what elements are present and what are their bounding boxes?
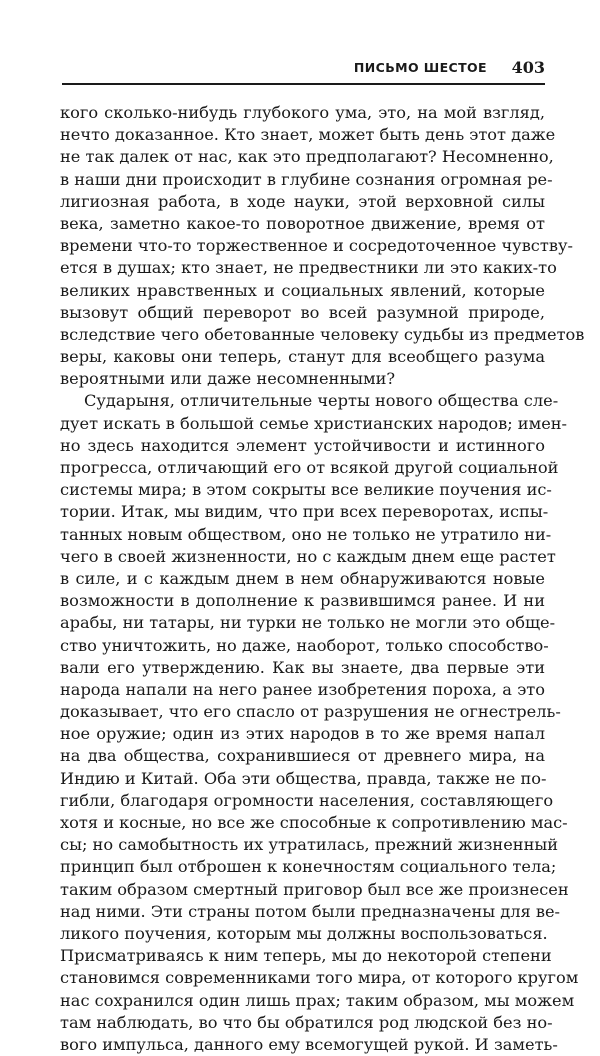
text-line: на два общества, сохранившиеся от древнего мира, на [60,746,545,766]
text-line: века, заметно какое-то поворотное движение, время от [60,213,545,233]
text-line: Сударыня, отличительные черты нового общества сле- [84,391,559,411]
text-line: вероятными или даже несомненными? [60,369,396,389]
text-line: доказывает, что его спасло от разрушения не огнестрель- [60,702,561,722]
running-header [62,58,545,80]
text-line: времени что-то торжественное и сосредоточенное чувству- [60,236,573,256]
text-line: Индию и Китай. Оба эти общества, правда, также не по- [60,768,547,788]
paragraph [60,102,585,390]
page-number: 403 [511,58,545,77]
running-title: ПИСЬМО ШЕСТОЕ [353,60,487,75]
text-line: гибли, благодаря огромности населения, составляющего [60,790,554,810]
body-text [60,102,585,1056]
text-line: нас сохранился один лишь прах; таким образом, мы можем [60,990,575,1010]
paragraph [60,390,579,1056]
text-line: системы мира; в этом сокрыты все великие поучения ис- [60,480,552,500]
text-line: в наши дни происходит в глубине сознания огромная ре- [60,169,553,189]
text-line: вали его утверждению. Как вы знаете, два первые эти [60,657,545,677]
text-line: прогресса, отличающий его от всякой другой социальной [60,458,559,477]
text-line: великих нравственных и социальных явлений, которые [60,280,545,300]
text-line: Присматриваясь к ним теперь, мы до некоторой степени [60,946,552,966]
header-rule [62,83,545,85]
text-line: кого сколько-нибудь глубокого ума, это, на мой взгляд, [60,103,545,122]
text-line: ное оружие; один из этих народов в то же время напал [60,724,545,744]
text-line: становимся современниками того мира, от которого кругом [60,968,579,988]
text-line: тории. Итак, мы видим, что при всех переворотах, испы- [60,502,549,522]
text-line: танных новым обществом, оно не только не утратило ни- [60,524,552,544]
text-line: чего в своей жизненности, но с каждым днем еще растет [60,546,556,566]
text-line: вого импульса, данного ему всемогущей рукой. И заметь- [60,1034,558,1054]
text-line: в силе, и с каждым днем в нем обнаруживаются новые [60,568,545,588]
text-line: дует искать в большой семье христианских народов; имен- [60,413,568,433]
text-line: там наблюдать, во что бы обратился род людской без но- [60,1012,553,1032]
text-line: но здесь находится элемент устойчивости и истинного [60,435,545,455]
text-line: лигиозная работа, в ходе науки, этой верховной силы [60,191,545,211]
text-line: над ними. Эти страны потом были предназначены для ве- [60,901,561,921]
text-line: вследствие чего обетованные человеку судьбы из предметов [60,324,585,344]
text-line: ство уничтожить, но даже, наоборот, только способство- [60,635,549,655]
text-line: сы; но самобытность их утратилась, прежний жизненный [60,835,559,855]
text-line: возможности в дополнение к развившимся ранее. И ни [60,591,545,611]
text-line: нечто доказанное. Кто знает, может быть день этот даже [60,125,556,145]
text-line: не так далек от нас, как это предполагают? Несомненно, [60,147,554,167]
text-line: хотя и косные, но все же способные к сопротивлению мас- [60,813,568,832]
text-line: таким образом смертный приговор был все же произнесен [60,879,569,899]
text-line: принцип был отброшен к конечностям социального тела; [60,857,557,877]
text-line: народа напали на него ранее изобретения пороха, а это [60,679,545,699]
text-line: веры, каковы они теперь, станут для всеобщего разума [60,347,545,367]
text-line: вызовут общий переворот во всей разумной природе, [60,302,545,322]
text-line: ется в душах; кто знает, не предвестники ли это каких-то [60,258,557,278]
text-line: арабы, ни татары, ни турки не только не могли это обще- [60,613,556,633]
text-line: ликого поучения, которым мы должны воспользоваться. [60,923,548,943]
